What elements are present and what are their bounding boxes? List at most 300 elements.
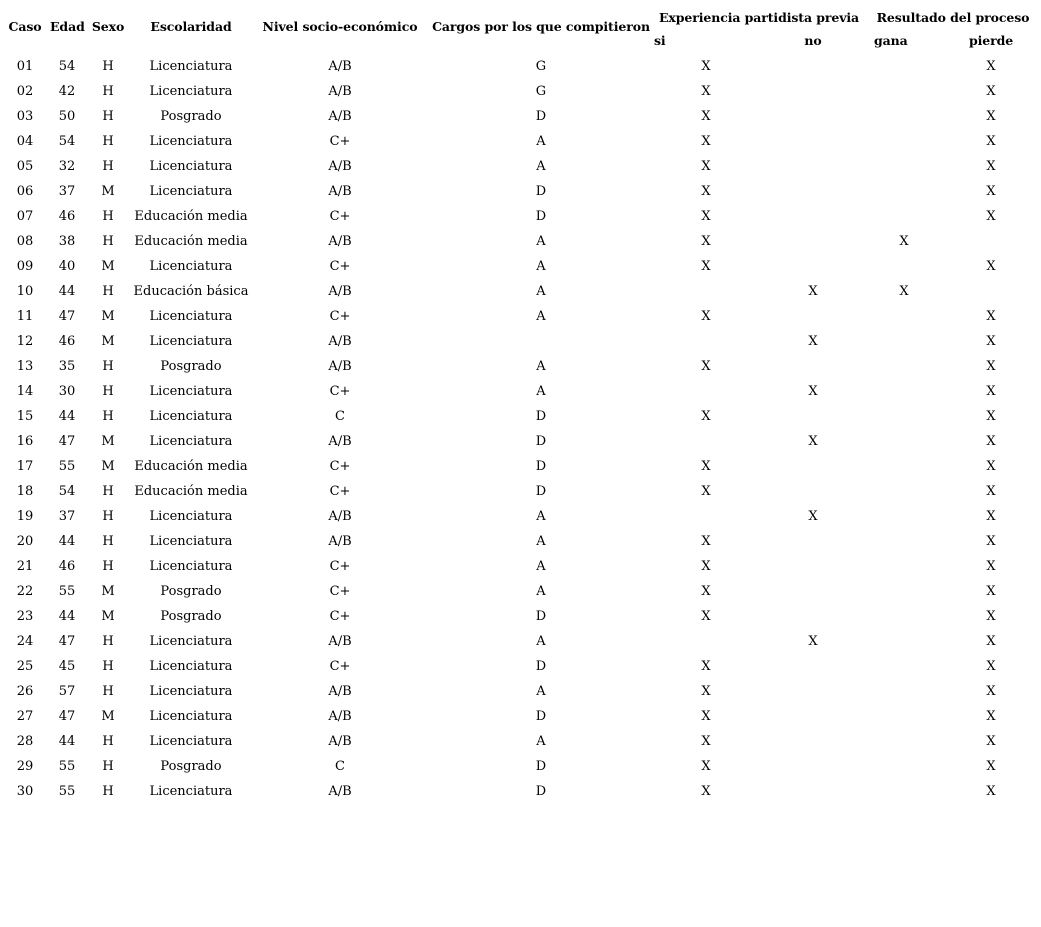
cell-escolaridad: Licenciatura — [149, 409, 233, 424]
cell-experiencia-no — [760, 104, 866, 129]
table-row — [0, 104, 1040, 129]
cell-experiencia-si: X — [701, 134, 711, 149]
cell-resultado-gana — [866, 754, 942, 779]
cell-caso: 27 — [16, 709, 34, 724]
cell-resultado-pierde: X — [986, 259, 996, 274]
cell-sexo: H — [102, 59, 114, 74]
cell-caso: 16 — [16, 434, 34, 449]
cell-sexo: H — [102, 159, 114, 174]
cell-escolaridad: Posgrado — [160, 359, 222, 374]
cell-experiencia-si: X — [701, 209, 711, 224]
cell-edad: 45 — [58, 659, 76, 674]
cell-nivel: C — [335, 759, 345, 774]
cell-caso: 02 — [16, 84, 34, 99]
cell-sexo: H — [102, 384, 114, 399]
cell-nivel: C+ — [329, 609, 351, 624]
cell-caso: 17 — [16, 459, 34, 474]
cell-resultado-pierde: X — [986, 84, 996, 99]
cell-cargo: A — [536, 159, 546, 174]
cell-nivel: A/B — [328, 359, 352, 374]
cell-nivel: A/B — [328, 734, 352, 749]
cell-edad: 46 — [58, 559, 76, 574]
cell-resultado-pierde: X — [986, 684, 996, 699]
cell-edad: 54 — [58, 59, 76, 74]
cell-experiencia-no — [760, 604, 866, 629]
cell-resultado-gana — [866, 104, 942, 129]
cell-caso: 26 — [16, 684, 34, 699]
cell-edad: 35 — [58, 359, 76, 374]
table-row — [0, 729, 1040, 754]
cell-resultado-pierde: X — [986, 534, 996, 549]
cell-resultado-pierde — [942, 279, 1040, 304]
cell-escolaridad: Licenciatura — [149, 509, 233, 524]
cell-experiencia-si: X — [701, 109, 711, 124]
cell-caso: 08 — [16, 234, 34, 249]
cell-experiencia-no — [760, 454, 866, 479]
cell-cargo: A — [536, 734, 546, 749]
cell-resultado-gana — [866, 404, 942, 429]
cell-nivel: C — [335, 409, 345, 424]
cell-cargo: D — [535, 459, 547, 474]
cell-escolaridad: Licenciatura — [149, 59, 233, 74]
cell-experiencia-si: X — [701, 459, 711, 474]
cell-nivel: C+ — [329, 259, 351, 274]
cell-escolaridad: Educación media — [134, 459, 248, 474]
cell-experiencia-si: X — [701, 484, 711, 499]
cell-experiencia-no — [760, 729, 866, 754]
cell-nivel: A/B — [328, 59, 352, 74]
table-row — [0, 329, 1040, 354]
cell-sexo: H — [102, 109, 114, 124]
cell-caso: 04 — [16, 134, 34, 149]
cell-resultado-pierde: X — [986, 609, 996, 624]
cell-cargo: D — [535, 109, 547, 124]
header-caso: Caso — [8, 19, 42, 34]
cell-experiencia-si: X — [701, 784, 711, 799]
cell-resultado-gana — [866, 579, 942, 604]
cell-experiencia-no — [760, 679, 866, 704]
cell-resultado-gana — [866, 454, 942, 479]
cell-experiencia-no — [760, 704, 866, 729]
cell-edad: 42 — [58, 84, 76, 99]
cell-resultado-gana — [866, 704, 942, 729]
cell-resultado-gana — [866, 529, 942, 554]
table-row — [0, 529, 1040, 554]
cell-experiencia-no — [760, 354, 866, 379]
cell-resultado-pierde: X — [986, 209, 996, 224]
cell-sexo: H — [102, 134, 114, 149]
cell-cargo: A — [536, 259, 546, 274]
cell-escolaridad: Licenciatura — [149, 634, 233, 649]
cell-caso: 21 — [16, 559, 34, 574]
cell-edad: 54 — [58, 134, 76, 149]
cell-caso: 19 — [16, 509, 34, 524]
cell-edad: 32 — [58, 159, 76, 174]
cell-nivel: A/B — [328, 334, 352, 349]
cell-resultado-gana: X — [899, 284, 909, 299]
cell-sexo: M — [101, 584, 115, 599]
cell-sexo: H — [102, 659, 114, 674]
cell-escolaridad: Licenciatura — [149, 684, 233, 699]
cell-experiencia-no — [760, 529, 866, 554]
cell-cargo: D — [535, 784, 547, 799]
cell-nivel: C+ — [329, 134, 351, 149]
cell-escolaridad: Licenciatura — [149, 309, 233, 324]
cell-cargo: A — [536, 684, 546, 699]
cell-cargo: A — [536, 134, 546, 149]
cell-experiencia-no: X — [808, 434, 818, 449]
cell-nivel: A/B — [328, 234, 352, 249]
cell-sexo: H — [102, 209, 114, 224]
cell-experiencia-si: X — [701, 659, 711, 674]
cell-caso: 30 — [16, 784, 34, 799]
cell-resultado-gana — [866, 54, 942, 79]
cell-sexo: H — [102, 684, 114, 699]
cell-resultado-pierde: X — [986, 434, 996, 449]
table-row — [0, 179, 1040, 204]
cell-sexo: H — [102, 634, 114, 649]
cell-caso: 22 — [16, 584, 34, 599]
cell-cargo: D — [535, 484, 547, 499]
header-si: si — [654, 33, 666, 48]
cell-nivel: A/B — [328, 109, 352, 124]
cell-escolaridad: Licenciatura — [149, 784, 233, 799]
cell-resultado-pierde: X — [986, 709, 996, 724]
cell-nivel: C+ — [329, 209, 351, 224]
cell-resultado-gana: X — [899, 234, 909, 249]
cell-cargo: A — [536, 634, 546, 649]
table-row — [0, 604, 1040, 629]
cell-edad: 47 — [58, 634, 76, 649]
cell-cargo: D — [535, 759, 547, 774]
cell-resultado-gana — [866, 679, 942, 704]
cell-sexo: H — [102, 559, 114, 574]
cell-experiencia-si: X — [701, 84, 711, 99]
table-row — [0, 654, 1040, 679]
cell-cargo: A — [536, 534, 546, 549]
cell-experiencia-no — [760, 154, 866, 179]
cell-cargo: D — [535, 659, 547, 674]
cell-experiencia-si: X — [701, 709, 711, 724]
cell-edad: 55 — [58, 459, 76, 474]
cell-cargo: D — [535, 709, 547, 724]
cell-escolaridad: Licenciatura — [149, 559, 233, 574]
header-escolaridad: Escolaridad — [150, 19, 232, 34]
cell-resultado-pierde: X — [986, 734, 996, 749]
header-resultado-proceso: Resultado del proceso — [876, 10, 1030, 25]
cell-edad: 38 — [58, 234, 76, 249]
cell-experiencia-si: X — [701, 734, 711, 749]
cell-sexo: M — [101, 709, 115, 724]
cell-resultado-gana — [866, 329, 942, 354]
cell-caso: 18 — [16, 484, 34, 499]
cell-cargo: G — [535, 84, 547, 99]
cell-escolaridad: Licenciatura — [149, 709, 233, 724]
cell-experiencia-no: X — [808, 284, 818, 299]
cell-escolaridad: Posgrado — [160, 109, 222, 124]
cell-experiencia-si: X — [701, 584, 711, 599]
cell-escolaridad: Licenciatura — [149, 159, 233, 174]
cell-resultado-gana — [866, 354, 942, 379]
cell-edad: 40 — [58, 259, 76, 274]
table-row — [0, 379, 1040, 404]
cell-edad: 37 — [58, 509, 76, 524]
table-row — [0, 679, 1040, 704]
cell-sexo: H — [102, 234, 114, 249]
table-row — [0, 504, 1040, 529]
cell-experiencia-si: X — [701, 359, 711, 374]
cell-escolaridad: Licenciatura — [149, 434, 233, 449]
cell-edad: 46 — [58, 334, 76, 349]
cell-edad: 54 — [58, 484, 76, 499]
cell-sexo: H — [102, 534, 114, 549]
cell-resultado-gana — [866, 654, 942, 679]
cell-resultado-gana — [866, 179, 942, 204]
header-edad: Edad — [50, 19, 85, 34]
cell-caso: 11 — [16, 309, 34, 324]
cell-escolaridad: Posgrado — [160, 759, 222, 774]
table-row — [0, 754, 1040, 779]
header-experiencia-partidista: Experiencia partidista previa — [658, 10, 860, 25]
cell-sexo: H — [102, 509, 114, 524]
cell-experiencia-si — [652, 329, 760, 354]
cell-resultado-gana — [866, 779, 942, 804]
cell-cargo: D — [535, 409, 547, 424]
cell-resultado-gana — [866, 604, 942, 629]
cell-escolaridad: Posgrado — [160, 584, 222, 599]
cell-edad: 47 — [58, 709, 76, 724]
cell-experiencia-no — [760, 204, 866, 229]
cell-nivel: A/B — [328, 634, 352, 649]
cell-edad: 44 — [58, 409, 76, 424]
table-header — [0, 0, 1040, 54]
cell-edad: 47 — [58, 434, 76, 449]
cell-escolaridad: Educación media — [134, 209, 248, 224]
cell-experiencia-no — [760, 129, 866, 154]
cell-caso: 09 — [16, 259, 34, 274]
cell-nivel: A/B — [328, 434, 352, 449]
cell-nivel: C+ — [329, 309, 351, 324]
cell-resultado-gana — [866, 79, 942, 104]
header-gana: gana — [874, 33, 908, 48]
cell-resultado-pierde: X — [986, 459, 996, 474]
cell-experiencia-si: X — [701, 184, 711, 199]
cell-resultado-pierde: X — [986, 184, 996, 199]
table-row — [0, 204, 1040, 229]
cell-nivel: C+ — [329, 484, 351, 499]
cell-sexo: M — [101, 309, 115, 324]
cell-sexo: H — [102, 359, 114, 374]
cell-edad: 44 — [58, 609, 76, 624]
cell-caso: 25 — [16, 659, 34, 674]
cell-sexo: H — [102, 734, 114, 749]
cell-caso: 10 — [16, 284, 34, 299]
cell-caso: 29 — [16, 759, 34, 774]
cell-escolaridad: Licenciatura — [149, 334, 233, 349]
cell-nivel: C+ — [329, 584, 351, 599]
table-row — [0, 129, 1040, 154]
cell-experiencia-no — [760, 479, 866, 504]
cell-resultado-gana — [866, 379, 942, 404]
cell-resultado-gana — [866, 554, 942, 579]
table-row — [0, 154, 1040, 179]
cell-experiencia-no: X — [808, 634, 818, 649]
cell-resultado-gana — [866, 504, 942, 529]
cell-resultado-pierde: X — [986, 109, 996, 124]
cell-edad: 46 — [58, 209, 76, 224]
cell-escolaridad: Licenciatura — [149, 384, 233, 399]
cell-edad: 55 — [58, 584, 76, 599]
cell-cargo: A — [536, 284, 546, 299]
cell-sexo: H — [102, 484, 114, 499]
cell-resultado-pierde: X — [986, 584, 996, 599]
cell-edad: 57 — [58, 684, 76, 699]
table-row — [0, 279, 1040, 304]
cell-cargo: A — [536, 384, 546, 399]
cell-resultado-pierde: X — [986, 784, 996, 799]
cell-resultado-pierde: X — [986, 484, 996, 499]
cell-resultado-gana — [866, 254, 942, 279]
cell-experiencia-no — [760, 54, 866, 79]
cell-sexo: H — [102, 784, 114, 799]
cell-nivel: A/B — [328, 284, 352, 299]
cell-resultado-gana — [866, 154, 942, 179]
cell-resultado-pierde: X — [986, 409, 996, 424]
cell-caso: 05 — [16, 159, 34, 174]
cell-experiencia-si: X — [701, 234, 711, 249]
cell-edad: 55 — [58, 759, 76, 774]
cell-nivel: A/B — [328, 84, 352, 99]
cell-escolaridad: Educación media — [134, 234, 248, 249]
cell-resultado-gana — [866, 204, 942, 229]
cell-experiencia-si: X — [701, 409, 711, 424]
cell-experiencia-si: X — [701, 684, 711, 699]
cell-escolaridad: Posgrado — [160, 609, 222, 624]
table-row — [0, 579, 1040, 604]
cell-edad: 30 — [58, 384, 76, 399]
cell-experiencia-no — [760, 79, 866, 104]
cell-experiencia-no — [760, 179, 866, 204]
cell-experiencia-no — [760, 229, 866, 254]
table-row — [0, 554, 1040, 579]
cell-resultado-pierde: X — [986, 309, 996, 324]
cell-cargo: D — [535, 184, 547, 199]
cell-experiencia-no — [760, 254, 866, 279]
table-body — [0, 54, 1040, 804]
cell-cargo: A — [536, 509, 546, 524]
cell-cargo: D — [535, 434, 547, 449]
cell-edad: 50 — [58, 109, 76, 124]
cell-nivel: A/B — [328, 184, 352, 199]
cell-experiencia-si: X — [701, 759, 711, 774]
cell-resultado-pierde: X — [986, 59, 996, 74]
cell-nivel: C+ — [329, 384, 351, 399]
cell-experiencia-no — [760, 779, 866, 804]
cell-resultado-gana — [866, 729, 942, 754]
cell-experiencia-si — [652, 504, 760, 529]
table-row — [0, 229, 1040, 254]
cell-resultado-gana — [866, 629, 942, 654]
cell-nivel: C+ — [329, 459, 351, 474]
cell-experiencia-no — [760, 554, 866, 579]
table-row — [0, 354, 1040, 379]
cell-caso: 07 — [16, 209, 34, 224]
cell-experiencia-no — [760, 579, 866, 604]
cell-edad: 37 — [58, 184, 76, 199]
cell-resultado-pierde — [942, 229, 1040, 254]
cell-resultado-pierde: X — [986, 159, 996, 174]
cell-sexo: H — [102, 284, 114, 299]
cell-caso: 24 — [16, 634, 34, 649]
table-row — [0, 479, 1040, 504]
cell-sexo: M — [101, 334, 115, 349]
table-row — [0, 704, 1040, 729]
cell-sexo: H — [102, 759, 114, 774]
cell-resultado-pierde: X — [986, 134, 996, 149]
cell-nivel: C+ — [329, 659, 351, 674]
cell-experiencia-no: X — [808, 509, 818, 524]
cell-resultado-pierde: X — [986, 359, 996, 374]
cell-sexo: M — [101, 184, 115, 199]
cell-cargo: A — [536, 309, 546, 324]
cell-cargo: A — [536, 234, 546, 249]
cell-resultado-pierde: X — [986, 509, 996, 524]
cell-experiencia-si: X — [701, 59, 711, 74]
cell-experiencia-si: X — [701, 159, 711, 174]
table-row — [0, 629, 1040, 654]
cell-cargo: D — [535, 609, 547, 624]
cell-cargo: A — [536, 559, 546, 574]
cell-escolaridad: Licenciatura — [149, 659, 233, 674]
table-row — [0, 54, 1040, 79]
cell-experiencia-no — [760, 654, 866, 679]
cell-caso: 13 — [16, 359, 34, 374]
cell-nivel: A/B — [328, 159, 352, 174]
header-no: no — [804, 33, 822, 48]
header-cargos: Cargos por los que compitieron — [432, 19, 650, 34]
cell-cargo: G — [535, 59, 547, 74]
table-row — [0, 79, 1040, 104]
cell-experiencia-no: X — [808, 334, 818, 349]
cell-nivel: C+ — [329, 559, 351, 574]
cell-escolaridad: Licenciatura — [149, 184, 233, 199]
cell-caso: 20 — [16, 534, 34, 549]
cell-sexo: M — [101, 434, 115, 449]
cell-caso: 06 — [16, 184, 34, 199]
cell-resultado-gana — [866, 129, 942, 154]
cell-nivel: A/B — [328, 684, 352, 699]
header-pierde: pierde — [968, 33, 1014, 48]
cell-experiencia-si: X — [701, 609, 711, 624]
cell-sexo: M — [101, 609, 115, 624]
cell-nivel: A/B — [328, 709, 352, 724]
cell-cargo: A — [536, 359, 546, 374]
cell-caso: 28 — [16, 734, 34, 749]
cell-experiencia-si — [652, 429, 760, 454]
header-nivel-socioeconomico: Nivel socio-económico — [262, 19, 418, 34]
cell-experiencia-si: X — [701, 309, 711, 324]
cell-resultado-gana — [866, 429, 942, 454]
cell-escolaridad: Licenciatura — [149, 734, 233, 749]
cell-experiencia-no: X — [808, 384, 818, 399]
cell-edad: 44 — [58, 534, 76, 549]
cell-escolaridad: Licenciatura — [149, 534, 233, 549]
cell-caso: 23 — [16, 609, 34, 624]
table-row — [0, 429, 1040, 454]
cell-cargo: D — [535, 209, 547, 224]
cell-cargo: A — [536, 584, 546, 599]
cell-edad: 47 — [58, 309, 76, 324]
